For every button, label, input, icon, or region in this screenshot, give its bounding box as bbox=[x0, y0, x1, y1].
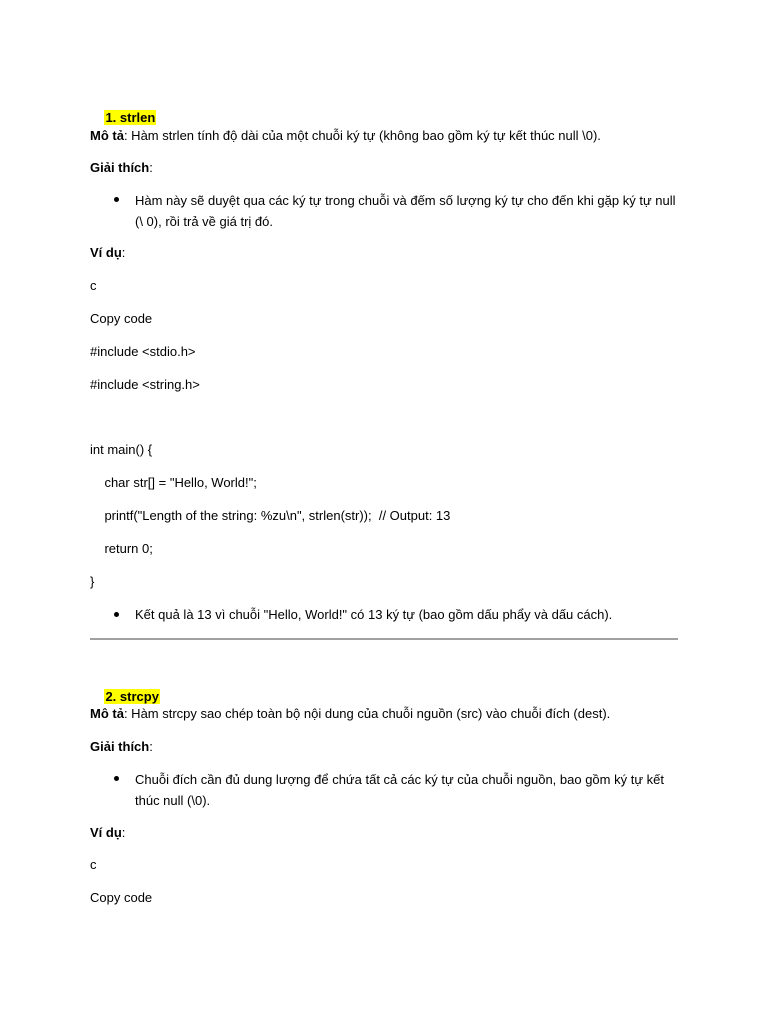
explain-line bbox=[90, 739, 153, 755]
explain-label: Giải thích bbox=[90, 739, 150, 754]
code-line: int main() { bbox=[90, 442, 153, 457]
bullet-icon bbox=[114, 197, 119, 202]
example-label: Ví dụ bbox=[90, 245, 122, 260]
code-line: return 0; bbox=[90, 541, 153, 556]
code-lang: c bbox=[90, 278, 97, 293]
copy-code-button[interactable]: Copy code bbox=[90, 311, 153, 326]
code-line: char str[] = "Hello, World!"; bbox=[90, 475, 257, 490]
heading-strlen: 1. strlen bbox=[105, 110, 156, 125]
desc-label: Mô tả bbox=[90, 706, 124, 721]
description-line bbox=[90, 706, 610, 722]
desc-text: : Hàm strcpy sao chép toàn bộ nội dung của chuỗi nguồn (src) vào chuỗi đích (dest). bbox=[123, 706, 611, 721]
bullet-text: Chuỗi đích cần đủ dung lượng để chứa tất cả các ký tự của chuỗi nguồn, bao gồm ký tự kết thúc null (\0). bbox=[135, 772, 664, 808]
code-line: printf("Length of the string: %zu\n", strlen(str)); // Output: 13 bbox=[90, 508, 451, 523]
example-line bbox=[90, 245, 125, 261]
bullet-text: Kết quả là 13 vì chuỗi "Hello, World!" có 13 ký tự (bao gồm dấu phẩy và dấu cách). bbox=[135, 607, 613, 622]
code-lang: c bbox=[90, 857, 97, 872]
code-line: } bbox=[90, 574, 95, 589]
bullet-icon bbox=[114, 776, 119, 781]
explain-label: Giải thích bbox=[90, 160, 150, 175]
copy-code-button[interactable]: Copy code bbox=[90, 890, 153, 905]
desc-text: : Hàm strlen tính độ dài của một chuỗi ký tự (không bao gồm ký tự kết thúc null \0). bbox=[123, 128, 601, 143]
heading-strcpy: 2. strcpy bbox=[105, 689, 159, 704]
explain-suffix: : bbox=[149, 739, 153, 754]
example-line bbox=[90, 825, 125, 841]
bullet-icon bbox=[114, 612, 119, 617]
explain-suffix: : bbox=[149, 160, 153, 175]
explain-line bbox=[90, 160, 153, 176]
example-label: Ví dụ bbox=[90, 825, 122, 840]
example-suffix: : bbox=[121, 245, 126, 260]
code-line: #include <stdio.h> bbox=[90, 344, 196, 359]
example-suffix: : bbox=[121, 825, 126, 840]
code-line: #include <string.h> bbox=[90, 377, 200, 392]
description-line bbox=[90, 128, 601, 144]
bullet-text: Hàm này sẽ duyệt qua các ký tự trong chuỗi và đếm số lượng ký tự cho đến khi gặp ký tự null (\ 0), rồi trả về giá trị đó. bbox=[135, 193, 676, 229]
horizontal-divider bbox=[90, 638, 678, 640]
desc-label: Mô tả bbox=[90, 128, 124, 143]
